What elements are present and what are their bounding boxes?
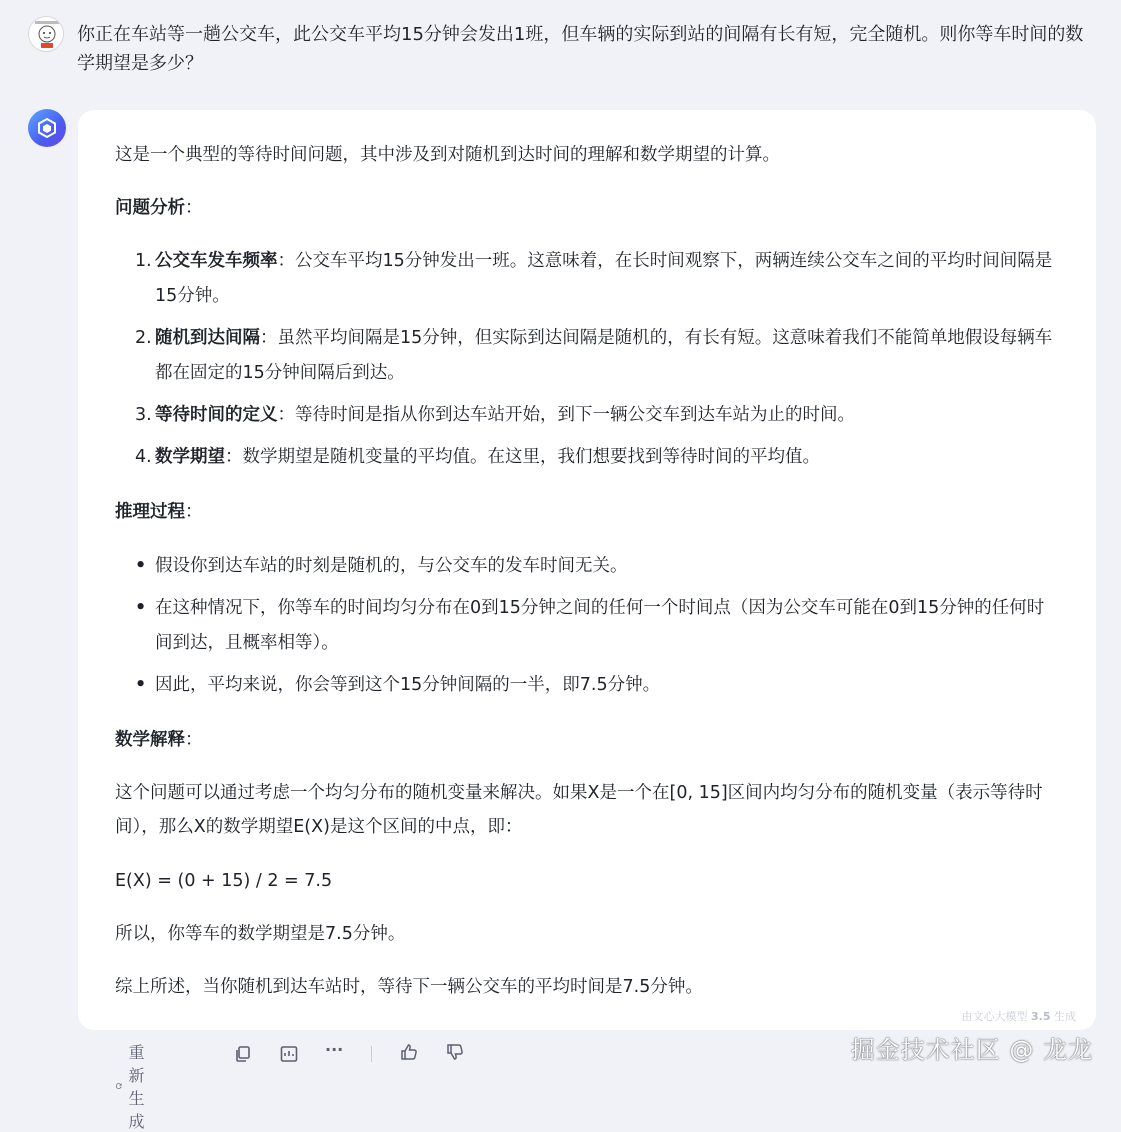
bullet-icon: • [135, 598, 147, 618]
math-explanation: 这个问题可以通过考虑一个均匀分布的随机变量来解决。如果X是一个在[0, 15]区间内均匀分布的随机变量（表示等待时间），那么X的数学期望E(X)是这个区间的中点，即： [115, 783, 1043, 837]
section-heading-math: 数学解释： [115, 730, 203, 750]
bullet-icon: • [135, 675, 147, 695]
export-button[interactable] [279, 1044, 299, 1064]
bullet-icon: • [135, 556, 147, 576]
copy-icon [233, 1044, 253, 1064]
like-button[interactable] [399, 1042, 419, 1062]
dislike-button[interactable] [445, 1042, 465, 1062]
section-heading-reasoning: 推理过程： [115, 502, 203, 522]
ernie-logo-icon [37, 118, 57, 138]
bot-avatar [28, 109, 66, 147]
site-watermark: 掘金技术社区 @ 龙龙 [850, 1036, 1093, 1064]
thumbs-down-icon [445, 1042, 465, 1062]
model-tag: 由文心大模型 3.5 生成 [961, 1010, 1076, 1023]
user-question: 你正在车站等一趟公交车，此公交车平均15分钟会发出1班，但车辆的实际到站的间隔有长有短，完全随机。则你等车时间的数学期望是多少？ [77, 24, 1084, 74]
more-button[interactable] [325, 1040, 343, 1059]
refresh-icon [115, 1077, 122, 1095]
answer-card: 这是一个典型的等待时间问题，其中涉及到对随机到达时间的理解和数学期望的计算。 问题分析： 1. 公交车发车频率：公交车平均15分钟发出一班。这意味着，在长时间观察下，两辆连续公交车之间的平均时间间隔是15分钟。 2. 随机到达间隔：虽然平均间隔是15分钟，但实际到达间隔是随机的，有长有短。这意味着我们不能简单地假设每辆车都在固定的15分钟间隔后到达。 3. 等待时间的定义：等待时间是指从你到达车站开始，到下一辆公交车到达车站为止的时间。 4. 数学期望：数学期望是随机变量的平均值。在这里，我们想要找到等待时间的平均值。 推理过程： • 假设你到达车站的时刻是随机的，与公交车的发车时间无关。 • 在这种情况下，你等车的时间均匀分布在0到15分钟之间的任何一个时间点（因为公交车可能在0到15分钟的任何时间到达，且概率相等）。 • 因此，平均来说，你会等到这个15分钟间隔的一半，即7.5分钟。 数学解释： 这个问题可以通过考虑一个均匀分布的随机变量来解决。如果X是一个在[0, 15]区间内均匀分布的随机变量（表示等待时间），那么X的数学期望E(X)是这个区间的中点，即： E(X) = (0 + 15) / 2 = 7.5 所以，你等车的数学期望是7.5分钟。 综上所述，当你随机到达车站时，等待下一辆公交车的平均时间是7.5分钟。 由文心大模型 3.5 生成 [78, 110, 1096, 1030]
action-divider [371, 1046, 372, 1062]
formula: E(X) = (0 + 15) / 2 = 7.5 [115, 871, 333, 891]
conclusion-summary: 综上所述，当你随机到达车站时，等待下一辆公交车的平均时间是7.5分钟。 [115, 977, 703, 997]
section-heading-analysis: 问题分析： [115, 198, 203, 218]
regenerate-label: 重新生成 [128, 1043, 145, 1131]
thumbs-up-icon [399, 1042, 419, 1062]
more-icon: ··· [325, 1040, 344, 1059]
copy-button[interactable] [233, 1044, 253, 1064]
export-doc-icon [279, 1044, 299, 1064]
regenerate-button[interactable] [115, 1040, 155, 1132]
answer-intro: 这是一个典型的等待时间问题，其中涉及到对随机到达时间的理解和数学期望的计算。 [115, 145, 780, 165]
conclusion-expectation: 所以，你等车的数学期望是7.5分钟。 [115, 924, 406, 944]
user-avatar [28, 16, 64, 52]
